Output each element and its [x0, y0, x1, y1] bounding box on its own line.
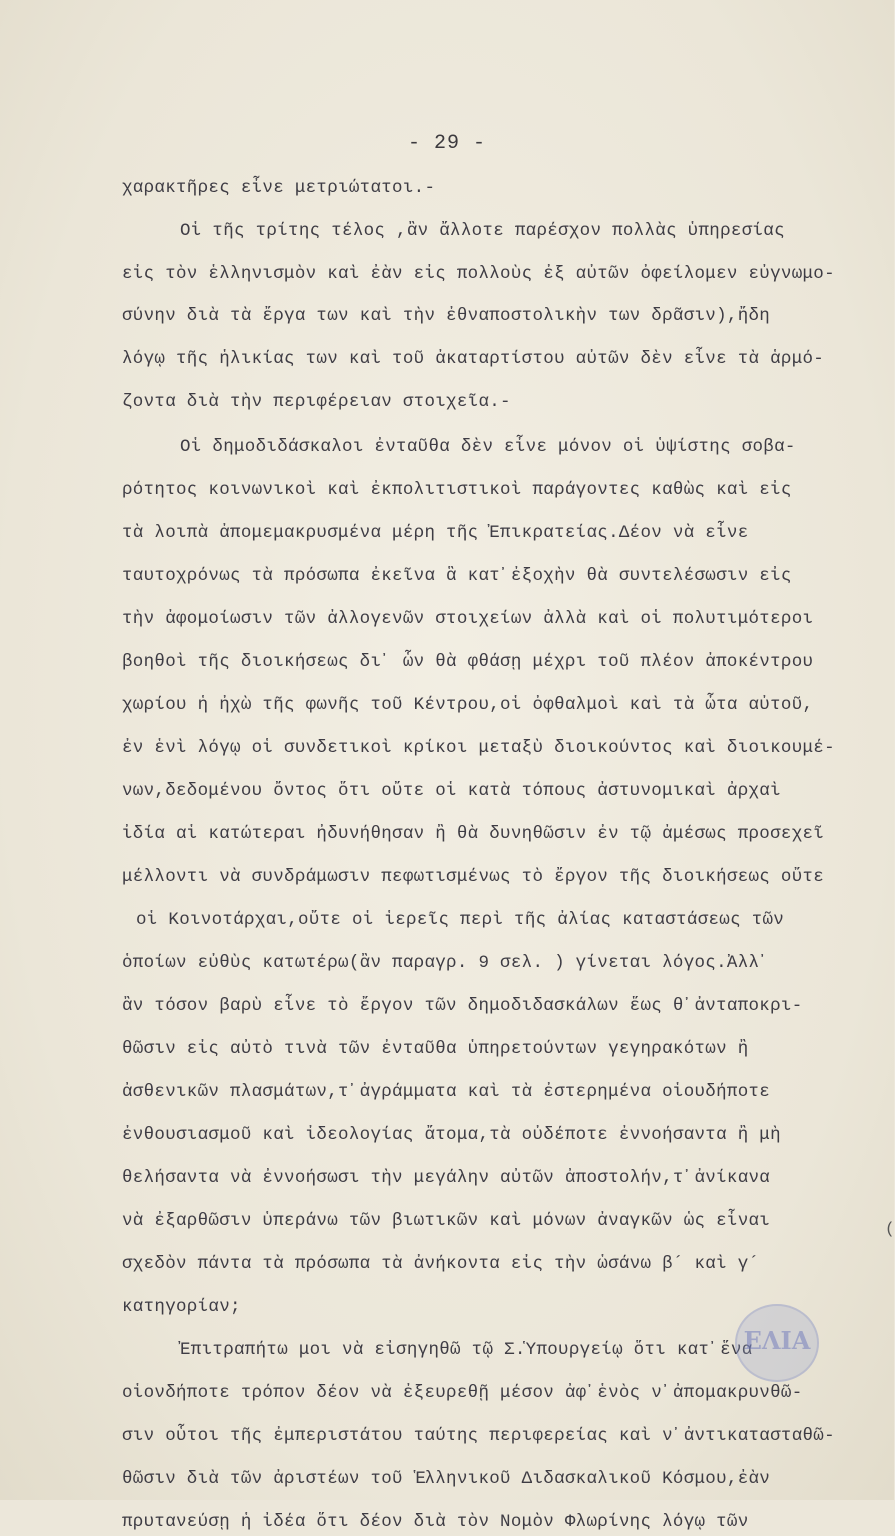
archive-stamp	[735, 1304, 819, 1382]
text-line: οἱονδήποτε τρόπον δέον νὰ ἐξευρεθῇ μέσον ἀφ᾽ἑνὸς ν᾽ἀπομακρυνθῶ-	[122, 1383, 803, 1403]
text-line: θελήσαντα νὰ ἐννοήσωσι τὴν μεγάλην αὐτῶν ἀποστολήν,τ᾽ἀνίκανα	[122, 1168, 771, 1188]
text-line: κατηγορίαν;	[122, 1297, 241, 1317]
text-line: ζοντα διὰ τὴν περιφέρειαν στοιχεῖα.-	[122, 392, 511, 412]
text-line: σύνην διὰ τὰ ἔργα των καὶ τὴν ἐθναποστολικὴν των δρᾶσιν),ἤδη	[122, 306, 771, 326]
text-line: ἂν τόσον βαρὺ εἶνε τὸ ἔργον τῶν δημοδιδασκάλων ἕως θ᾽ἀνταποκρι-	[122, 996, 803, 1016]
margin-mark: (	[885, 1220, 895, 1238]
text-line: Ἐπιτραπήτω μοι νὰ εἰσηγηθῶ τῷ Σ.Ὑπουργείῳ ὅτι κατ᾽ἕνα	[180, 1340, 753, 1360]
text-line: ἰδία αἱ κατώτεραι ἠδυνήθησαν ἢ θὰ δυνηθῶσιν ἐν τῷ ἀμέσως προσεχεῖ	[122, 824, 825, 844]
text-line: τὰ λοιπὰ ἀπομεμακρυσμένα μέρη τῆς Ἐπικρατείας.Δέον νὰ εἶνε	[122, 523, 749, 543]
text-line: νὰ ἐξαρθῶσιν ὑπεράνω τῶν βιωτικῶν καὶ μόνων ἀναγκῶν ὡς εἶναι	[122, 1211, 771, 1231]
text-line: ρότητος κοινωνικοὶ καὶ ἐκπολιτιστικοὶ παράγοντες καθὼς καὶ εἰς	[122, 480, 792, 500]
page-number: - 29 -	[407, 132, 486, 155]
text-line: ἀσθενικῶν πλασμάτων,τ᾽ἀγράμματα καὶ τὰ ἐστερημένα οἱουδήποτε	[122, 1082, 771, 1102]
text-line: οἱ Κοινοτάρχαι,οὔτε οἱ ἱερεῖς περὶ τῆς ἀλίας καταστάσεως τῶν	[136, 910, 785, 930]
text-line: πρυτανεύσῃ ἡ ἰδέα ὅτι δέον διὰ τὸν Νομὸν Φλωρίνης λόγῳ τῶν	[122, 1512, 749, 1532]
text-line: χαρακτῆρες εἶνε μετριώτατοι.-	[122, 178, 436, 198]
text-line: λόγῳ τῆς ἡλικίας των καὶ τοῦ ἀκαταρτίστου αὐτῶν δὲν εἶνε τὰ ἁρμό-	[122, 349, 825, 369]
text-line: σχεδὸν πάντα τὰ πρόσωπα τὰ ἀνήκοντα εἰς τὴν ὡσάνω β´ καὶ γ´	[122, 1254, 760, 1274]
text-line: βοηθοὶ τῆς διοικήσεως δι᾽ ὧν θὰ φθάσῃ μέχρι τοῦ πλέον ἀποκέντρου	[122, 652, 814, 672]
text-line: ταυτοχρόνως τὰ πρόσωπα ἐκεῖνα ἃ κατ᾽ἐξοχὴν θὰ συντελέσωσιν εἰς	[122, 566, 792, 586]
archive-stamp-text: ΕΛΙΑ	[743, 1326, 811, 1355]
text-line: νων,δεδομένου ὄντος ὅτι οὔτε οἱ κατὰ τόπους ἀστυνομικαὶ ἀρχαὶ	[122, 781, 781, 801]
text-line: Οἱ τῆς τρίτης τέλος ,ἂν ἄλλοτε παρέσχον πολλὰς ὑπηρεσίας	[180, 221, 785, 241]
text-line: θῶσιν εἰς αὐτὸ τινὰ τῶν ἐνταῦθα ὑπηρετούντων γεγηρακότων ἢ	[122, 1039, 749, 1059]
text-line: Οἱ δημοδιδάσκαλοι ἐνταῦθα δὲν εἶνε μόνον οἱ ὑψίστης σοβα-	[180, 437, 796, 457]
text-line: χωρίου ἡ ἠχὼ τῆς φωνῆς τοῦ Κέντρου,οἱ ὀφθαλμοὶ καὶ τὰ ὦτα αὐτοῦ,	[122, 695, 814, 715]
text-line: ἐνθουσιασμοῦ καὶ ἰδεολογίας ἄτομα,τὰ οὐδέποτε ἐννοήσαντα ἢ μὴ	[122, 1125, 781, 1145]
text-line: θῶσιν διὰ τῶν ἀριστέων τοῦ Ἑλληνικοῦ Διδασκαλικοῦ Κόσμου,ἐὰν	[122, 1469, 771, 1489]
text-line: ὁποίων εὐθὺς κατωτέρω(ἂν παραγρ. 9 σελ. ) γίνεται λόγος.Ἀλλ᾽	[122, 953, 771, 973]
text-line: τὴν ἀφομοίωσιν τῶν ἀλλογενῶν στοιχείων ἀλλὰ καὶ οἱ πολυτιμότεροι	[122, 609, 814, 629]
text-line: ἐν ἑνὶ λόγῳ οἱ συνδετικοὶ κρίκοι μεταξὺ διοικούντος καὶ διοικουμέ-	[122, 738, 835, 758]
text-line: σιν οὗτοι τῆς ἐμπεριστάτου ταύτης περιφερείας καὶ ν᾽ἀντικατασταθῶ-	[122, 1426, 835, 1446]
text-line: μέλλοντι νὰ συνδράμωσιν πεφωτισμένως τὸ ἔργον τῆς διοικήσεως οὔτε	[122, 867, 825, 887]
text-line: εἰς τὸν ἑλληνισμὸν καὶ ἐὰν εἰς πολλοὺς ἐξ αὐτῶν ὀφείλομεν εὐγνωμο-	[122, 264, 835, 284]
